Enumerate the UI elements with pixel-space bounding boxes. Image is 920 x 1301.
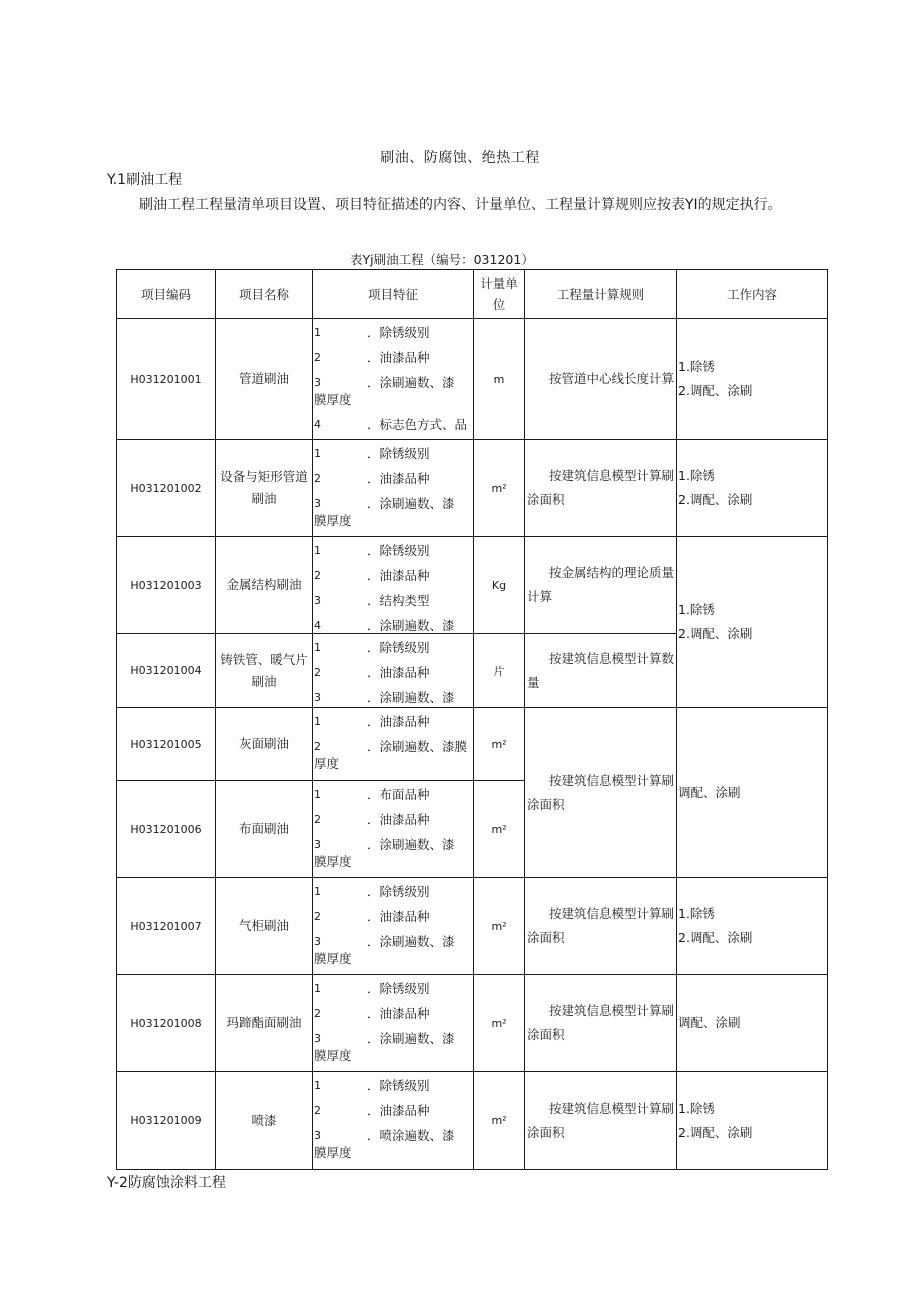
- item-work: [677, 975, 828, 1071]
- feature-number: 2: [314, 813, 321, 826]
- feature-number: 1: [314, 885, 321, 898]
- item-code-text: H031201002: [130, 481, 202, 495]
- feature-continuation-line: [313, 951, 473, 971]
- item-name-text: 铸铁管、暖气片刷油: [220, 651, 308, 689]
- feature-line: [313, 807, 473, 832]
- item-unit-text: m²: [491, 919, 507, 933]
- item-name-text: 布面刷油: [238, 821, 289, 836]
- item-code-text: H031201008: [130, 1016, 202, 1030]
- feature-continuation: 膜厚度: [314, 854, 352, 869]
- header-label: 工作内容: [726, 286, 777, 302]
- feature-text: ．油漆品种: [367, 471, 430, 486]
- work-item: 调配、涂刷: [678, 1015, 741, 1030]
- feature-text: ．涂刷遍数、漆膜: [367, 739, 468, 754]
- feature-continuation-line: [313, 1145, 473, 1165]
- item-features: [313, 709, 473, 780]
- item-unit-text: m: [493, 372, 505, 386]
- feature-line: [313, 1098, 473, 1123]
- item-code-text: H031201009: [130, 1114, 202, 1127]
- feature-number: 2: [314, 666, 321, 679]
- section-heading-y2: Y-2防腐蚀涂料工程: [107, 1175, 226, 1191]
- item-name: [216, 975, 312, 1071]
- feature-line: [313, 709, 473, 734]
- item-unit-text: m²: [491, 481, 507, 495]
- item-unit-text: 片: [493, 664, 505, 678]
- header-label: 项目编码: [140, 286, 191, 302]
- header-label: 工程量计算规则: [556, 286, 645, 302]
- feature-text: ．涂刷遍数、漆: [367, 375, 455, 390]
- item-unit-text: m²: [491, 1016, 507, 1030]
- item-code: [117, 537, 215, 633]
- header-features: [313, 270, 473, 318]
- feature-text: ．除锈级别: [367, 543, 430, 558]
- item-features: [313, 635, 473, 707]
- work-item: 2.调配、涂刷: [678, 626, 753, 641]
- feature-text: ．涂刷遍数、漆: [367, 618, 455, 633]
- table-rule-horizontal: [116, 1169, 828, 1170]
- item-name-text: 玛蹄酯面刷油: [226, 1015, 302, 1030]
- item-unit: [474, 878, 524, 974]
- item-code-text: H031201004: [130, 664, 202, 677]
- item-rule-text: 按建筑信息模型计算数量: [527, 650, 675, 690]
- item-rule: [525, 634, 676, 707]
- feature-number: 3: [314, 376, 321, 389]
- feature-line: [313, 879, 473, 904]
- table-caption: 表Yj刷油工程（编号：031201）: [350, 252, 534, 267]
- work-item: 2.调配、涂刷: [678, 1124, 753, 1140]
- item-name-text: 气柜刷油: [238, 918, 289, 933]
- feature-continuation: 膜厚度: [314, 1145, 352, 1160]
- intro-paragraph: 刷油工程工程量清单项目设置、项目特征描述的内容、计量单位、工程量计算规则应按表YI的规定执行。: [139, 197, 782, 213]
- feature-continuation-line: [313, 854, 473, 874]
- feature-continuation-line: [313, 513, 473, 533]
- item-unit-text: m²: [491, 822, 507, 836]
- feature-number: 1: [314, 326, 321, 339]
- feature-text: ．涂刷遍数、漆: [367, 934, 455, 949]
- item-work-list: [678, 1097, 752, 1145]
- feature-line: [313, 782, 473, 807]
- feature-text: ．油漆品种: [367, 1006, 430, 1021]
- item-work-merged: [677, 708, 828, 877]
- header-label: 项目特征: [367, 286, 418, 302]
- feature-line: [313, 441, 473, 466]
- item-name: [216, 319, 312, 439]
- item-unit: [474, 319, 524, 439]
- item-work-list: [678, 781, 741, 805]
- feature-number: 3: [314, 1032, 321, 1045]
- item-code-text: H031201005: [130, 737, 202, 751]
- feature-text: ．标志色方式、品: [367, 417, 468, 432]
- work-item: 1.除锈: [678, 468, 715, 483]
- item-unit-text: m²: [491, 1114, 507, 1127]
- feature-number: 2: [314, 351, 321, 364]
- work-item: 2.调配、涂刷: [678, 492, 753, 507]
- item-name-text: 灰面刷油: [238, 736, 289, 751]
- item-name: [216, 708, 312, 780]
- header-name: [216, 270, 312, 318]
- item-unit: [474, 440, 524, 536]
- feature-number: 4: [314, 619, 321, 632]
- item-code: [117, 634, 215, 707]
- feature-number: 3: [314, 935, 321, 948]
- feature-number: 1: [314, 982, 321, 995]
- work-item: 2.调配、涂刷: [678, 930, 753, 945]
- item-unit: [474, 781, 524, 877]
- item-rule: [525, 1072, 676, 1169]
- item-unit: [474, 1072, 524, 1169]
- feature-line: [313, 976, 473, 1001]
- feature-text: ．油漆品种: [367, 909, 430, 924]
- feature-continuation: 膜厚度: [314, 1048, 352, 1063]
- feature-text: ．除锈级别: [367, 981, 430, 996]
- item-work: [677, 878, 828, 974]
- work-item: 1.除锈: [678, 359, 715, 374]
- item-rule: [525, 878, 676, 974]
- feature-text: ．油漆品种: [367, 1103, 430, 1118]
- item-rule: [525, 319, 676, 439]
- feature-number: 1: [314, 1079, 321, 1092]
- feature-line: [313, 588, 473, 613]
- feature-continuation-line: [313, 1048, 473, 1068]
- item-unit-text: Kg: [491, 578, 507, 592]
- feature-number: 2: [314, 569, 321, 582]
- work-item: 1.除锈: [678, 906, 715, 921]
- feature-number: 1: [314, 544, 321, 557]
- document-title: 刷油、防腐蚀、绝热工程: [380, 150, 540, 166]
- header-rule: [525, 270, 676, 318]
- item-rule: [525, 440, 676, 536]
- item-work-list: [678, 902, 752, 950]
- feature-text: ．除锈级别: [367, 446, 430, 461]
- item-code-text: H031201003: [130, 578, 202, 592]
- feature-number: 2: [314, 472, 321, 485]
- feature-text: ．除锈级别: [367, 1078, 430, 1093]
- item-name-text: 设备与矩形管道刷油: [220, 469, 308, 506]
- feature-line: [313, 563, 473, 588]
- item-features: [313, 879, 473, 974]
- feature-line: [313, 345, 473, 370]
- feature-line: [313, 660, 473, 685]
- feature-text: ．除锈级别: [367, 640, 430, 655]
- work-item: 调配、涂刷: [678, 784, 741, 800]
- feature-text: ．除锈级别: [367, 325, 430, 340]
- item-rule-text: 按建筑信息模型计算刷涂面积: [527, 906, 675, 945]
- item-code: [117, 319, 215, 439]
- feature-number: 1: [314, 715, 321, 728]
- item-features: [313, 538, 473, 633]
- feature-line: [313, 538, 473, 563]
- work-item: 1.除锈: [678, 1100, 715, 1116]
- item-rule-merged: [525, 708, 676, 877]
- feature-line: [313, 466, 473, 491]
- item-code-text: H031201007: [130, 919, 202, 933]
- feature-line: [313, 1001, 473, 1026]
- feature-line: [313, 635, 473, 660]
- item-features: [313, 976, 473, 1071]
- item-name-text: 金属结构刷油: [226, 577, 302, 592]
- feature-continuation: 膜厚度: [314, 951, 352, 966]
- feature-number: 2: [314, 1007, 321, 1020]
- item-rule-text: 按管道中心线长度计算: [549, 371, 675, 386]
- feature-number: 2: [314, 910, 321, 923]
- item-code: [117, 781, 215, 877]
- item-unit: [474, 975, 524, 1071]
- feature-number: 3: [314, 838, 321, 851]
- feature-continuation-line: [313, 392, 473, 412]
- item-features: [313, 320, 473, 439]
- header-work: [677, 270, 827, 318]
- item-name: [216, 440, 312, 536]
- feature-number: 4: [314, 418, 321, 431]
- item-name: [216, 781, 312, 877]
- feature-text: ．喷涂遍数、漆: [367, 1128, 455, 1143]
- feature-line: [313, 412, 473, 437]
- item-name-text: 喷漆: [251, 1112, 277, 1128]
- item-work-merged: [677, 537, 828, 707]
- feature-continuation-line: [313, 756, 473, 776]
- feature-number: 3: [314, 594, 321, 607]
- feature-text: ．除锈级别: [367, 884, 430, 899]
- header-label: 计量单位: [480, 276, 518, 312]
- feature-text: ．涂刷遍数、漆: [367, 837, 455, 852]
- feature-continuation: 膜厚度: [314, 392, 352, 407]
- feature-text: ．涂刷遍数、漆: [367, 1031, 455, 1046]
- feature-line: [313, 1073, 473, 1098]
- item-code-text: H031201001: [130, 372, 202, 386]
- item-features: [313, 441, 473, 536]
- feature-text: ．结构类型: [367, 593, 430, 608]
- item-code: [117, 708, 215, 780]
- feature-line: [313, 613, 473, 633]
- item-rule-text: 按建筑信息模型计算刷涂面积: [527, 772, 675, 812]
- item-features: [313, 1073, 473, 1169]
- item-rule-text: 按建筑信息模型计算刷涂面积: [527, 468, 675, 507]
- item-code-text: H031201006: [130, 822, 202, 836]
- feature-number: 3: [314, 1129, 321, 1142]
- feature-text: ．油漆品种: [367, 714, 430, 729]
- item-unit: [474, 708, 524, 780]
- item-work-list: [678, 355, 752, 403]
- item-work-list: [678, 1011, 741, 1035]
- feature-text: ．油漆品种: [367, 350, 430, 365]
- item-work: [677, 319, 828, 439]
- feature-line: [313, 685, 473, 707]
- item-unit: [474, 537, 524, 633]
- header-label: 项目名称: [238, 286, 289, 302]
- item-work-list: [678, 464, 752, 512]
- item-work-list: [678, 598, 752, 646]
- item-name: [216, 537, 312, 633]
- item-unit-text: m²: [491, 737, 507, 751]
- item-name: [216, 878, 312, 974]
- item-rule-text: 按建筑信息模型计算刷涂面积: [527, 1003, 675, 1042]
- feature-text: ．油漆品种: [367, 665, 430, 680]
- feature-number: 1: [314, 447, 321, 460]
- feature-text: ．涂刷遍数、漆: [367, 690, 455, 705]
- work-item: 2.调配、涂刷: [678, 383, 753, 398]
- feature-text: ．涂刷遍数、漆: [367, 496, 455, 511]
- feature-number: 1: [314, 641, 321, 654]
- item-code: [117, 878, 215, 974]
- header-unit: [474, 270, 524, 318]
- item-unit: [474, 634, 524, 707]
- item-rule: [525, 537, 676, 633]
- feature-number: 2: [314, 1104, 321, 1117]
- work-item: 1.除锈: [678, 602, 715, 617]
- item-rule: [525, 975, 676, 1071]
- item-code: [117, 440, 215, 536]
- item-features: [313, 782, 473, 877]
- feature-text: ．布面品种: [367, 787, 430, 802]
- item-code: [117, 1072, 215, 1169]
- feature-continuation: 膜厚度: [314, 513, 352, 528]
- item-work: [677, 440, 828, 536]
- feature-number: 2: [314, 740, 321, 753]
- item-name-text: 管道刷油: [238, 371, 289, 386]
- feature-number: 3: [314, 497, 321, 510]
- item-work: [677, 1072, 828, 1169]
- feature-text: ．油漆品种: [367, 568, 430, 583]
- item-name: [216, 634, 312, 707]
- section-heading-y1: Y.1刷油工程: [107, 172, 183, 188]
- feature-line: [313, 320, 473, 345]
- feature-number: 3: [314, 691, 321, 704]
- header-code: [117, 270, 215, 318]
- feature-line: [313, 904, 473, 929]
- item-code: [117, 975, 215, 1071]
- item-rule-text: 按建筑信息模型计算刷涂面积: [527, 1100, 675, 1140]
- item-rule-text: 按金属结构的理论质量计算: [527, 565, 675, 604]
- feature-continuation: 厚度: [314, 756, 340, 771]
- feature-number: 1: [314, 788, 321, 801]
- item-name: [216, 1072, 312, 1169]
- feature-text: ．油漆品种: [367, 812, 430, 827]
